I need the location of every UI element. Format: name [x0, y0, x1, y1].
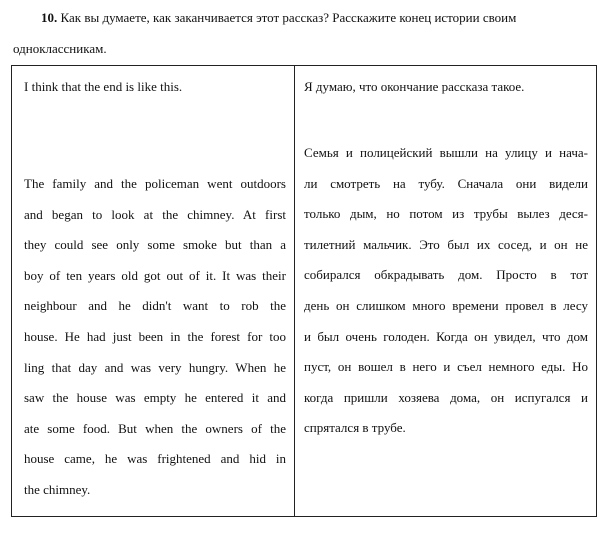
text-line: когда пришли хозяева дома, он испугался и	[304, 389, 588, 405]
text-line: house came, he was frightened and hid in	[24, 451, 286, 467]
column-divider	[294, 66, 295, 516]
task-number: 10.	[41, 10, 58, 25]
answer-table	[11, 65, 597, 517]
text-line: день он слишком много времени провел в лесу	[304, 297, 588, 313]
text-line: собирался обкрадывать дом. Просто в тот	[304, 267, 588, 283]
text-line: только дым, но потом из трубы вылез деся-	[304, 206, 588, 222]
text-line: neighbour and he didn't want to rob the	[24, 298, 286, 314]
text-line: ли смотреть на тубу. Сначала они видели	[304, 175, 588, 191]
russian-story-ending	[304, 138, 588, 444]
question-text-continued: одноклассникам.	[13, 41, 107, 56]
text-line: ate some food. But when the owners of the	[24, 420, 286, 436]
text-line: boy of ten years old got out of it. It was their	[24, 267, 286, 283]
question-text: Как вы думаете, как заканчивается этот рассказ? Расскажите конец истории своим	[60, 10, 517, 25]
russian-intro: Я думаю, что окончание рассказа такое.	[304, 79, 525, 94]
english-intro: I think that the end is like this.	[24, 79, 183, 94]
text-line: Семья и полицейский вышли на улицу и нача-	[304, 145, 588, 160]
task-question	[41, 9, 597, 27]
text-line: пуст, он вошел в него и съел немного еды. Но	[304, 359, 588, 375]
text-line: house. He had just been in the forest for too	[24, 328, 286, 344]
text-line: The family and the policeman went outdoors	[24, 176, 286, 191]
text-line: и был очень голоден. Когда он увидел, что дом	[304, 328, 588, 344]
text-line: they could see only some smoke but than a	[24, 237, 286, 253]
text-line: спрятался в трубе.	[304, 420, 406, 436]
text-line: the chimney.	[24, 481, 91, 497]
english-story-ending	[24, 169, 286, 506]
text-line: ling that day and was very hungry. When he	[24, 359, 286, 375]
text-line: saw the house was empty he entered it and	[24, 390, 286, 406]
text-line: and began to look at the chimney. At first	[24, 206, 286, 222]
text-line: тилетний мальчик. Это был их сосед, и он не	[304, 236, 588, 252]
